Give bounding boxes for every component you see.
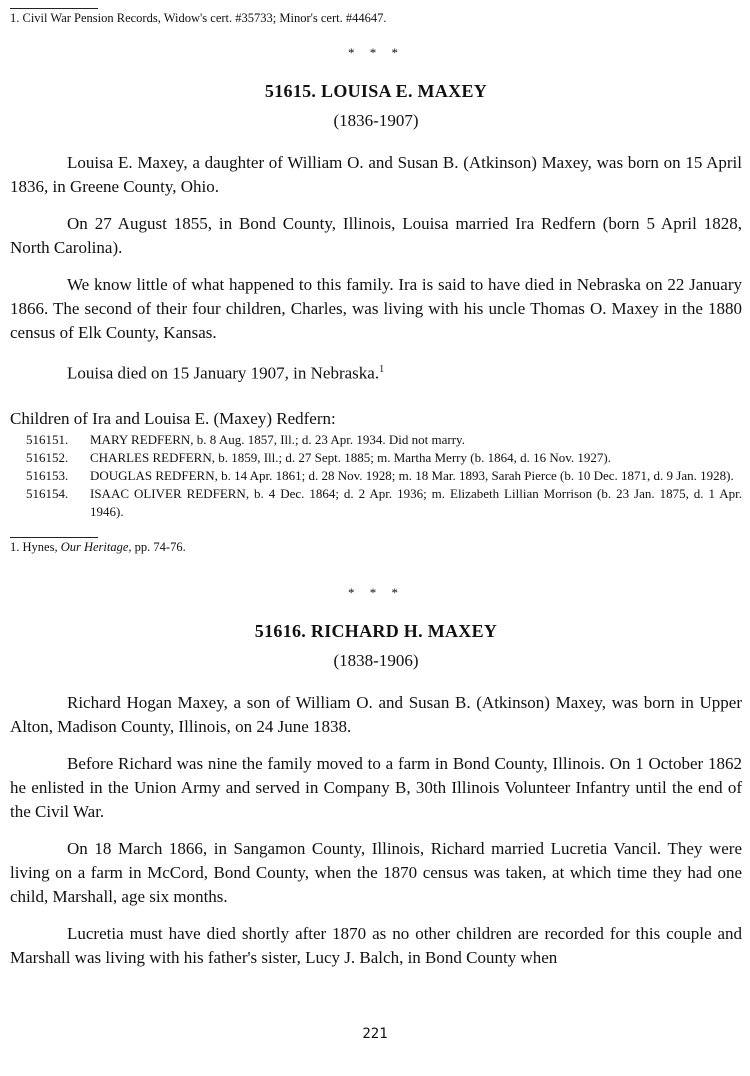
section2-paragraph: Before Richard was nine the family moved to a farm in Bond County, Illinois. On 1 October 1862 he enlisted in the Union Army and served in Company B, 30th Illinois Volunteer Infantry until the end of the Civil War. — [10, 753, 742, 821]
top-footnote: 1. Civil War Pension Records, Widow's cert. #35733; Minor's cert. #44647. — [10, 11, 387, 25]
child-text: MARY REDFERN, b. 8 Aug. 1857, Ill.; d. 23 Apr. 1934. Did not marry. — [90, 431, 465, 447]
section1-paragraph-last — [10, 358, 742, 386]
section1-paragraph: Louisa E. Maxey, a daughter of William O. and Susan B. (Atkinson) Maxey, was born on 15 April 1836, in Greene County, Ohio. — [10, 153, 742, 196]
child-entry — [10, 431, 742, 449]
section2-dates: (1838-1906) — [333, 650, 419, 670]
footnote-book-title: Our Heritage — [60, 539, 129, 554]
child-number: 516152. — [26, 449, 69, 465]
footnote-ref: 1 — [379, 364, 385, 375]
section2-title: 51616. RICHARD H. MAXEY — [254, 620, 498, 641]
section-separator: * * * — [348, 45, 404, 60]
page-number: 221 — [362, 1026, 388, 1042]
child-number: 516151. — [26, 431, 69, 447]
section1-paragraph: We know little of what happened to this family. Ira is said to have died in Nebraska on 22 January 1866. The second of their four children, Charles, was living with his uncle Thomas O. Maxey in the 1880 census of Elk County, Kansas. — [10, 275, 742, 342]
document-page — [10, 0, 742, 970]
section2-paragraph: On 18 March 1866, in Sangamon County, Illinois, Richard married Lucretia Vancil. They were living on a farm in McCord, Bond County, when the 1870 census was taken, at which time they had one child, Marshall, age six months. — [10, 838, 742, 906]
section2-paragraph: Richard Hogan Maxey, a son of William O. and Susan B. (Atkinson) Maxey, was born in Upper Alton, Madison County, Illinois, on 24 June 1838. — [10, 692, 742, 736]
child-text: ISAAC OLIVER REDFERN, b. 4 Dec. 1864; d. 2 Apr. 1936; m. Elizabeth Lillian Morrison (b. 23 Jan. 1875, d. 1 Apr. 1946). — [90, 485, 742, 519]
section1-dates: (1836-1907) — [333, 111, 419, 130]
child-entry — [10, 449, 742, 467]
section-separator: * * * — [348, 584, 404, 600]
child-entry — [10, 485, 742, 521]
child-number: 516153. — [26, 467, 69, 483]
footnote-rule — [10, 537, 98, 538]
paragraph-text: Louisa died on 15 January 1907, in Nebraska. — [67, 363, 380, 383]
child-number: 516154. — [26, 485, 69, 501]
section1-footnote — [10, 539, 742, 555]
footnote-suffix: , pp. 74-76. — [128, 539, 186, 554]
child-text: CHARLES REDFERN, b. 1859, Ill.; d. 27 Sept. 1885; m. Martha Merry (b. 1864, d. 16 Nov. 1927). — [90, 449, 611, 465]
footnote-prefix: 1. Hynes, — [10, 539, 61, 554]
children-heading: Children of Ira and Louisa E. (Maxey) Redfern: — [10, 408, 336, 428]
footnote-rule — [10, 8, 98, 9]
child-entry — [10, 467, 742, 485]
child-text: DOUGLAS REDFERN, b. 14 Apr. 1861; d. 28 Nov. 1928; m. 18 Mar. 1893, Sarah Pierce (b. 10 Dec. 1871, d. 9 Jan. 1928). — [90, 467, 734, 483]
section2-paragraph: Lucretia must have died shortly after 1870 as no other children are recorded for this couple and Marshall was living with his father's sister, Lucy J. Balch, in Bond County when — [10, 923, 742, 967]
section1-title: 51615. LOUISA E. MAXEY — [264, 81, 488, 101]
section1-paragraph: On 27 August 1855, in Bond County, Illinois, Louisa married Ira Redfern (born 5 April 1828, North Carolina). — [10, 214, 742, 257]
